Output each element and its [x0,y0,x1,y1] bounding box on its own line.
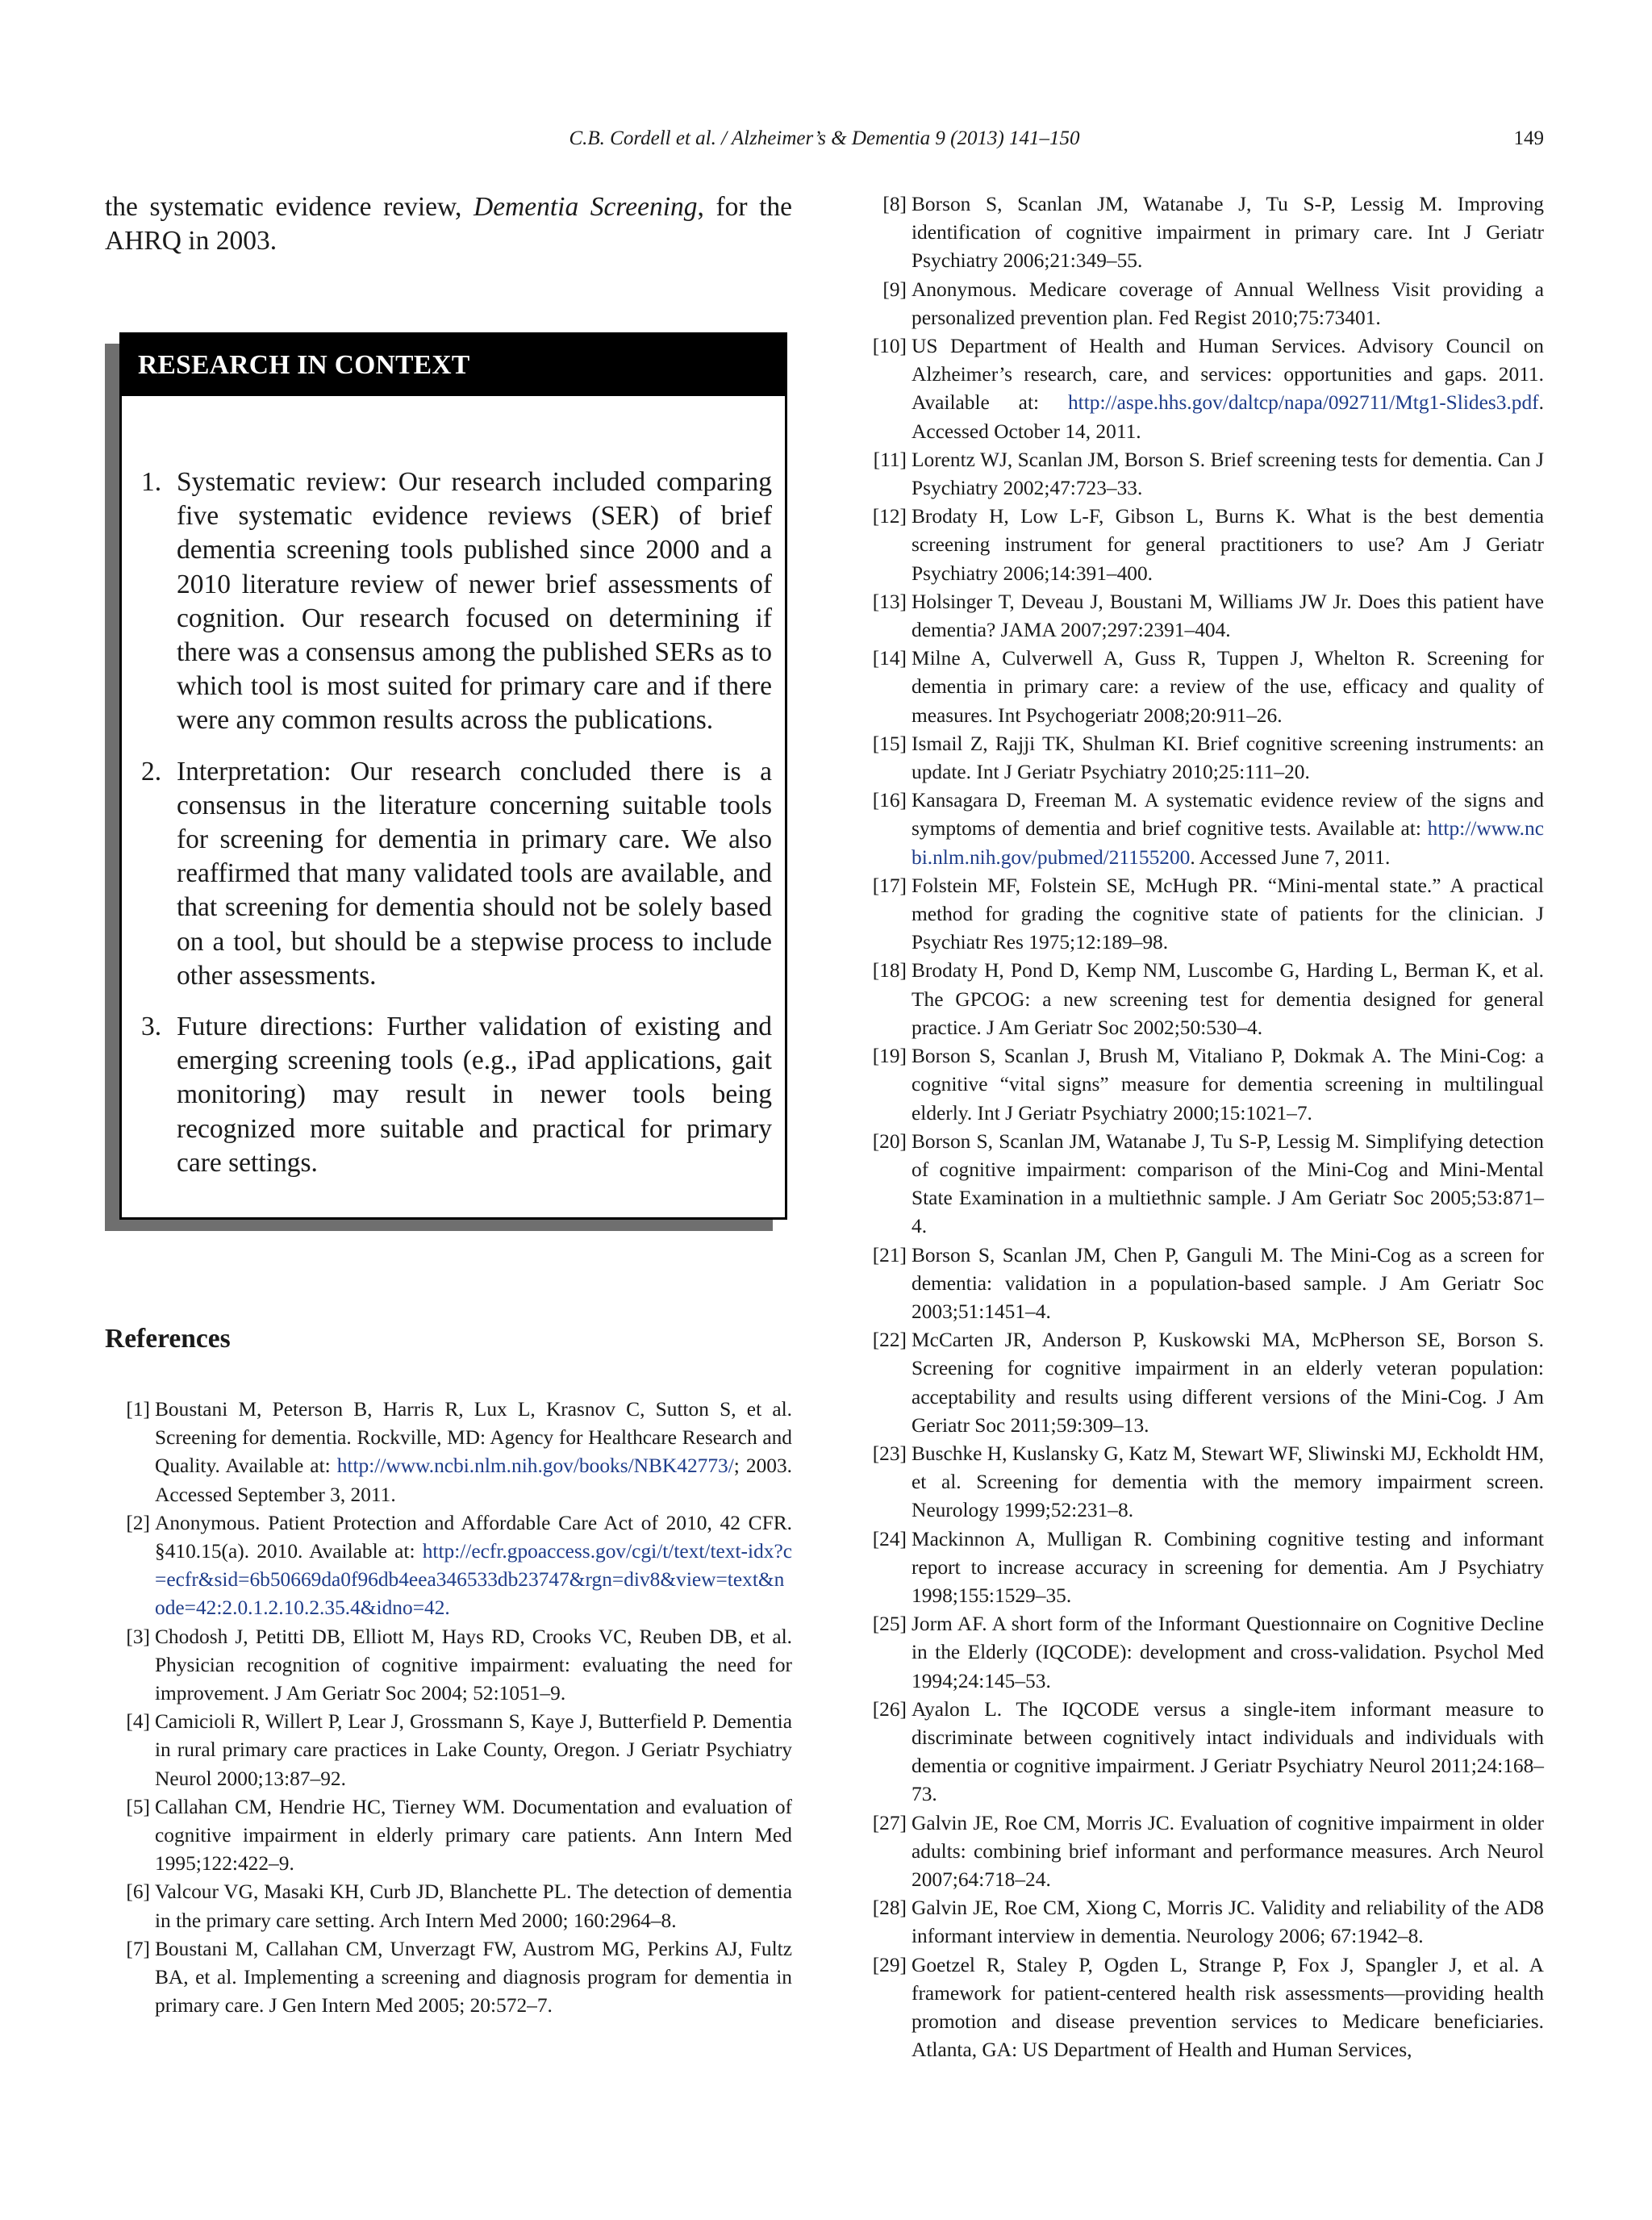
reference-number: [3] [126,1625,150,1648]
reference-number: [2] [126,1511,150,1534]
reference-number: [6] [126,1880,150,1904]
research-in-context-box [119,332,787,1220]
reference-number: [1] [126,1398,150,1421]
reference-10 [861,332,1544,446]
reference-number: [19] [872,1045,907,1068]
reference-number: [29] [872,1953,907,1976]
reference-text: Camicioli R, Willert P, Lear J, Grossmann S, Kaye J, Butterfield P. Dementia in rural primary care practices in Lake County, Oregon. J Geriatr Psychiatry Neurol 2000;13:87–92. [155,1710,792,1790]
reference-text: Milne A, Culverwell A, Guss R, Tuppen J, Whelton R. Screening for dementia in primary care: a review of the use, efficacy and quality of measures. Int Psychogeriatr 2008;20:911–26. [912,647,1544,727]
lead-text-after: , for the AHRQ in 2003. [105,192,793,256]
reference-number: [7] [126,1937,150,1960]
references-list-right [861,190,1544,2064]
reference-17 [861,872,1544,958]
reference-25 [861,1610,1544,1696]
reference-text: Boustani M, Peterson B, Harris R, Lux L, Krasnov C, Sutton S, et al. Screening for dementia. Rockville, MD: Agency for Healthcare Research and Quality. Available at: [155,1398,792,1478]
reference-18 [861,957,1544,1042]
reference-9 [861,276,1544,332]
lead-paragraph [105,190,792,258]
reference-number: [4] [126,1710,150,1734]
reference-21 [861,1241,1544,1327]
lead-text-before: the systematic evidence review, [105,192,462,222]
reference-number: [26] [872,1697,907,1721]
reference-12 [861,503,1544,588]
reference-14 [861,645,1544,730]
reference-20 [861,1128,1544,1241]
reference-number: [10] [872,335,907,358]
reference-text: Mackinnon A, Mulligan R. Combining cognitive testing and informant report to increase accuracy in screening for dementia. Am J Psychiatry 1998;155:1529–35. [912,1527,1544,1607]
references-list-left [105,1396,792,2020]
reference-text: Galvin JE, Roe CM, Morris JC. Evaluation of cognitive impairment in older adults: combining brief informant and performance measures. Arch Neurol 2007;64:718–24. [912,1811,1544,1891]
reference-text: Anonymous. Patient Protection and Affordable Care Act of 2010, 42 CFR. §410.15(a). 2010. Available at: [155,1511,792,1563]
reference-number: [16] [872,789,907,812]
ric-item-text: Systematic review: Our research included comparing five systematic evidence reviews (SER) of brief dementia screening tools published since 2000 and a 2010 literature review of newer brief assessments of cognition. Our research focused on determining if there was a consensus among the published SERs as to which tool is most suited for primary care and if there were any common results across the publications. [177,467,772,736]
reference-number: [22] [872,1329,907,1352]
reference-6 [105,1878,792,1934]
reference-1 [105,1396,792,1509]
ric-item-number: 3. [141,1012,162,1042]
reference-26 [861,1696,1544,1809]
research-in-context-list [122,465,785,1180]
research-in-context-panel [119,332,787,1220]
reference-text: Lorentz WJ, Scanlan JM, Borson S. Brief screening tests for dementia. Can J Psychiatry 2002;47:723–33. [912,448,1544,500]
reference-tail: ; 2003. Accessed September 3, 2011. [155,1454,792,1506]
right-column [861,190,1544,2064]
reference-number: [21] [872,1243,907,1266]
reference-text: US Department of Health and Human Services. Advisory Council on Alzheimer’s research, care, and services: opportunities and gaps. 2011. Available at: [912,335,1544,415]
reference-number: [20] [872,1129,907,1153]
reference-number: [12] [872,505,907,528]
reference-text: Jorm AF. A short form of the Informant Questionnaire on Cognitive Decline in the Elderly (IQCODE): development and cross-validation. Psychol Med 1994;24:145–53. [912,1613,1544,1692]
reference-5 [105,1793,792,1879]
reference-tail: . Accessed June 7, 2011. [1190,845,1391,869]
reference-number: [23] [872,1442,907,1465]
reference-text: Brodaty H, Pond D, Kemp NM, Luscombe G, Harding L, Berman K, et al. The GPCOG: a new screening test for dementia designed for general practice. J Am Geriatr Soc 2002;50:530–4. [912,959,1544,1039]
journal-citation: C.B. Cordell et al. / Alzheimer’s & Dementia 9 (2013) 141–150 [569,127,1080,149]
ric-item-future-directions [141,1010,772,1180]
reference-2 [105,1509,792,1623]
page-number: 149 [1513,127,1544,149]
reference-number: [24] [872,1527,907,1550]
ric-item-number: 2. [141,756,162,787]
reference-7 [105,1935,792,2021]
reference-text: Ismail Z, Rajji TK, Shulman KI. Brief cognitive screening instruments: an update. Int J Geriatr Psychiatry 2010;25:111–20. [912,732,1544,784]
reference-19 [861,1042,1544,1128]
reference-13 [861,588,1544,645]
reference-3 [105,1623,792,1709]
reference-29 [861,1951,1544,2065]
ric-item-text: Future directions: Further validation of existing and emerging screening tools (e.g., iPad applications, gait monitoring) may result in newer tools being recognized more suitable and practical for primary care settings. [177,1012,772,1178]
reference-24 [861,1525,1544,1611]
reference-text: Boustani M, Callahan CM, Unverzagt FW, Austrom MG, Perkins AJ, Fultz BA, et al. Implementing a screening and diagnosis program for dementia in primary care. J Gen Intern Med 2005; 20:572–7. [155,1937,792,2018]
reference-28 [861,1894,1544,1951]
ric-item-systematic-review [141,465,772,738]
reference-text: Holsinger T, Deveau J, Boustani M, Williams JW Jr. Does this patient have dementia? JAMA 2007;297:2391–404. [912,590,1544,642]
reference-number: [9] [882,278,907,301]
reference-link[interactable]: http://www.ncbi.nlm.nih.gov/books/NBK42773/ [336,1454,734,1478]
ric-item-text: Interpretation: Our research concluded there is a consensus in the literature concerning suitable tools for screening for dementia in primary care. We also reaffirmed that many validated tools are available, and that screening for dementia should not be solely based on a tool, but should be a stepwise process to include other assessments. [177,756,772,991]
references-heading: References [105,1324,231,1354]
reference-16 [861,787,1544,872]
reference-15 [861,730,1544,787]
lead-text-italic-title: Dementia Screening [473,192,698,222]
reference-number: [5] [126,1795,150,1818]
reference-text: Ayalon L. The IQCODE versus a single-item informant measure to discriminate between cognitively intact individuals and individuals with dementia or cognitive impairment. J Geriatr Psychiatry Neurol 2011;24:168–73. [912,1697,1544,1806]
research-in-context-heading: RESEARCH IN CONTEXT [122,335,785,396]
reference-text: Borson S, Scanlan JM, Watanabe J, Tu S-P, Lessig M. Improving identification of cognitive impairment in primary care. Int J Geriatr Psychiatry 2006;21:349–55. [912,193,1544,273]
reference-number: [25] [872,1613,907,1636]
reference-23 [861,1440,1544,1525]
reference-27 [861,1809,1544,1895]
reference-4 [105,1708,792,1793]
reference-number: [8] [882,193,907,215]
reference-8 [861,190,1544,276]
reference-number: [28] [872,1897,907,1920]
reference-number: [11] [873,448,907,471]
ric-item-number: 1. [141,467,162,497]
running-header [105,123,1544,155]
reference-number: [27] [872,1811,907,1834]
reference-number: [13] [872,590,907,613]
reference-text: Brodaty H, Low L-F, Gibson L, Burns K. What is the best dementia screening instrument for general practitioners to use? Am J Geriatr Psychiatry 2006;14:391–400. [912,505,1544,585]
left-column [105,190,793,2018]
reference-text: Valcour VG, Masaki KH, Curb JD, Blanchette PL. The detection of dementia in the primary care setting. Arch Intern Med 2000; 160:2964–8. [155,1880,792,1932]
reference-text: Borson S, Scanlan JM, Watanabe J, Tu S-P, Lessig M. Simplifying detection of cognitive impairment: comparison of the Mini-Cog and Mini-Mental State Examination in a multiethnic sample. J Am Geriatr Soc 2005;53:871–4. [912,1129,1544,1238]
reference-text: Chodosh J, Petitti DB, Elliott M, Hays RD, Crooks VC, Reuben DB, et al. Physician recognition of cognitive impairment: evaluating the need for improvement. J Am Geriatr Soc 2004; 52:1051–9. [155,1625,792,1705]
reference-number: [18] [872,959,907,983]
reference-link[interactable]: http://ecfr.gpoaccess.gov/cgi/t/text/text-idx?c=ecfr&sid=6b50669da0f96db4eea346533db23747&rgn=div8&view=text&node=42:2.0.1.2.10.2.35.4&idno=42. [155,1540,792,1620]
reference-link[interactable]: http://aspe.hhs.gov/daltcp/napa/092711/Mtg1-Slides3.pdf [1067,391,1539,415]
reference-22 [861,1326,1544,1440]
ric-item-interpretation [141,755,772,993]
reference-text: Borson S, Scanlan JM, Chen P, Ganguli M. The Mini-Cog as a screen for dementia: validation in a population-based sample. J Am Geriatr Soc 2003;51:1451–4. [912,1243,1544,1323]
reference-number: [14] [872,647,907,670]
reference-text: Anonymous. Medicare coverage of Annual Wellness Visit providing a personalized prevention plan. Fed Regist 2010;75:73401. [912,278,1544,329]
reference-number: [15] [872,732,907,755]
reference-link[interactable]: http://www.ncbi.nlm.nih.gov/pubmed/21155200 [912,817,1544,869]
reference-text: Folstein MF, Folstein SE, McHugh PR. “Mini-mental state.” A practical method for grading the cognitive state of patients for the clinician. J Psychiatr Res 1975;12:189–98. [912,874,1544,954]
reference-11 [861,446,1544,503]
reference-number: [17] [872,874,907,897]
reference-text: McCarten JR, Anderson P, Kuskowski MA, McPherson SE, Borson S. Screening for cognitive impairment in an elderly veteran population: acceptability and results using different versions of the Mini-Cog. J Am Geriatr Soc 2011;59:309–13. [912,1329,1544,1437]
reference-text: Buschke H, Kuslansky G, Katz M, Stewart WF, Sliwinski MJ, Eckholdt HM, et al. Screening for dementia with the memory impairment screen. Neurology 1999;52:231–8. [912,1442,1544,1522]
reference-text: Callahan CM, Hendrie HC, Tierney WM. Documentation and evaluation of cognitive impairment in elderly primary care patients. Ann Intern Med 1995;122:422–9. [155,1795,792,1876]
reference-text: Goetzel R, Staley P, Ogden L, Strange P, Fox J, Spangler J, et al. A framework for patient-centered health risk assessments—providing health promotion and disease prevention services to Medicare beneficiaries. Atlanta, GA: US Department of Health and Human Services, [912,1953,1544,2062]
reference-text: Kansagara D, Freeman M. A systematic evidence review of the signs and symptoms of dementia and brief cognitive tests. Available at: [912,789,1544,841]
reference-tail: . Accessed October 14, 2011. [912,391,1544,443]
reference-text: Borson S, Scanlan J, Brush M, Vitaliano P, Dokmak A. The Mini-Cog: a cognitive “vital signs” measure for dementia screening in multilingual elderly. Int J Geriatr Psychiatry 2000;15:1021–7. [912,1045,1544,1125]
reference-text: Galvin JE, Roe CM, Xiong C, Morris JC. Validity and reliability of the AD8 informant interview in dementia. Neurology 2006; 67:1942–8. [912,1897,1544,1948]
